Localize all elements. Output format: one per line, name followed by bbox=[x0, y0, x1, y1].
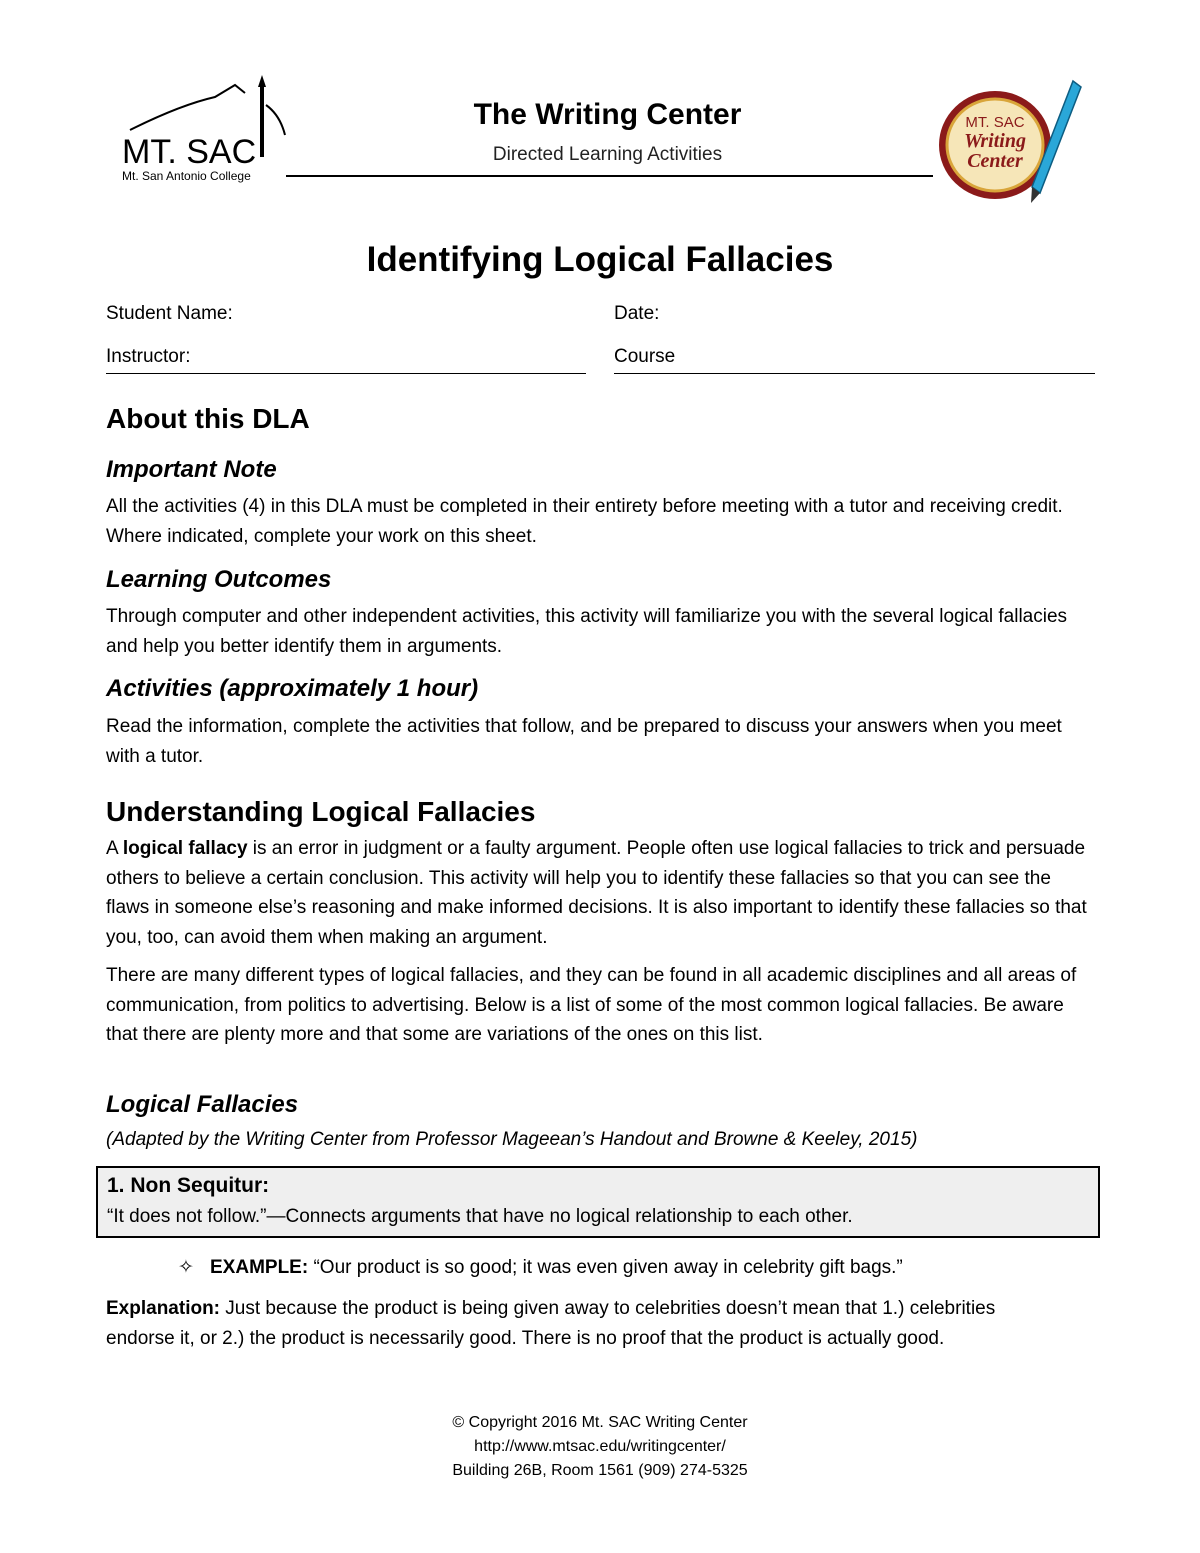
course-label: Course bbox=[614, 346, 676, 367]
mt-sac-logo bbox=[120, 75, 290, 185]
fallacies-source-caption: (Adapted by the Writing Center from Professor Mageean’s Handout and Browne & Keeley, 2015) bbox=[106, 1129, 918, 1150]
student-name-label: Student Name: bbox=[106, 303, 233, 324]
logo-left-subtitle: Mt. San Antonio College bbox=[122, 169, 251, 183]
logical-fallacies-heading: Logical Fallacies bbox=[106, 1091, 299, 1118]
logo-left-name: MT. SAC bbox=[122, 133, 257, 171]
document-title: Identifying Logical Fallacies bbox=[366, 240, 834, 279]
logo-right-line1: MT. SAC bbox=[965, 114, 1025, 131]
understanding-heading: Understanding Logical Fallacies bbox=[106, 796, 536, 827]
fallacy-example bbox=[178, 1256, 903, 1279]
learning-outcomes-text: Through computer and other independent activities, this activity will familiarize you with the several logical fallacies and help you better identify them in arguments. bbox=[106, 606, 1068, 657]
example-label: EXAMPLE: bbox=[210, 1257, 309, 1278]
writing-center-logo bbox=[935, 75, 1085, 205]
fallacy-explanation bbox=[106, 1294, 1066, 1353]
footer-copyright: © Copyright 2016 Mt. SAC Writing Center bbox=[452, 1414, 748, 1431]
activities-text: Read the information, complete the activities that follow, and be prepared to discuss your answers when you meet with a tutor. bbox=[106, 716, 1062, 767]
important-note-heading: Important Note bbox=[106, 456, 277, 483]
logo-right-line2: Writing bbox=[964, 130, 1026, 152]
explanation-label: Explanation: bbox=[106, 1298, 221, 1319]
fallacy-title: 1. Non Sequitur: bbox=[107, 1174, 270, 1197]
header-divider bbox=[286, 175, 933, 177]
understanding-paragraph-1 bbox=[106, 834, 1096, 952]
example-text: “Our product is so good; it was even given away in celebrity gift bags.” bbox=[308, 1257, 903, 1278]
about-heading: About this DLA bbox=[106, 403, 310, 434]
logo-right-line3: Center bbox=[967, 150, 1023, 172]
diamond-bullet-icon: ✧ bbox=[178, 1257, 194, 1278]
understanding-paragraph-2: There are many different types of logical fallacies, and they can be found in all academic disciplines and all areas of communication, from politics to advertising. Below is a list of some of the most common logical fallacies. Be aware that there are plenty more and that some are variations of the ones on this list. bbox=[106, 965, 1077, 1045]
instructor-line bbox=[106, 373, 586, 374]
course-line bbox=[614, 373, 1095, 374]
important-note-text: All the activities (4) in this DLA must be completed in their entirety before meeting with a tutor and receiving credit. Where indicated, complete your work on this sheet. bbox=[106, 496, 1063, 547]
fallacy-definition-box bbox=[96, 1166, 1100, 1238]
p1-term: logical fallacy bbox=[122, 838, 248, 859]
date-label: Date: bbox=[614, 303, 660, 324]
explanation-text: Just because the product is being given away to celebrities doesn’t mean that 1.) celebrities endorse it, or 2.) the product is necessarily good. There is no proof that the product is actually good. bbox=[106, 1298, 996, 1349]
footer-address: Building 26B, Room 1561 (909) 274-5325 bbox=[452, 1462, 748, 1479]
header-subtitle: Directed Learning Activities bbox=[492, 144, 723, 165]
p1-rest: is an error in judgment or a faulty argument. People often use logical fallacies to trick and persuade others to believe a certain conclusion. This activity will help you to identify these fallacies so that you can see the flaws in someone else’s reasoning and make informed decisions. It is also important to identify these fallacies so that you, too, can avoid them when making an argument. bbox=[106, 838, 1087, 948]
instructor-label: Instructor: bbox=[106, 346, 191, 367]
header-title: The Writing Center bbox=[473, 98, 742, 131]
activities-heading: Activities (approximately 1 hour) bbox=[106, 675, 479, 702]
footer-url[interactable]: http://www.mtsac.edu/writingcenter/ bbox=[474, 1438, 726, 1455]
learning-outcomes-heading: Learning Outcomes bbox=[106, 566, 332, 593]
fallacy-definition: “It does not follow.”—Connects arguments that have no logical relationship to each other. bbox=[107, 1206, 853, 1227]
p1-start: A bbox=[106, 838, 123, 859]
